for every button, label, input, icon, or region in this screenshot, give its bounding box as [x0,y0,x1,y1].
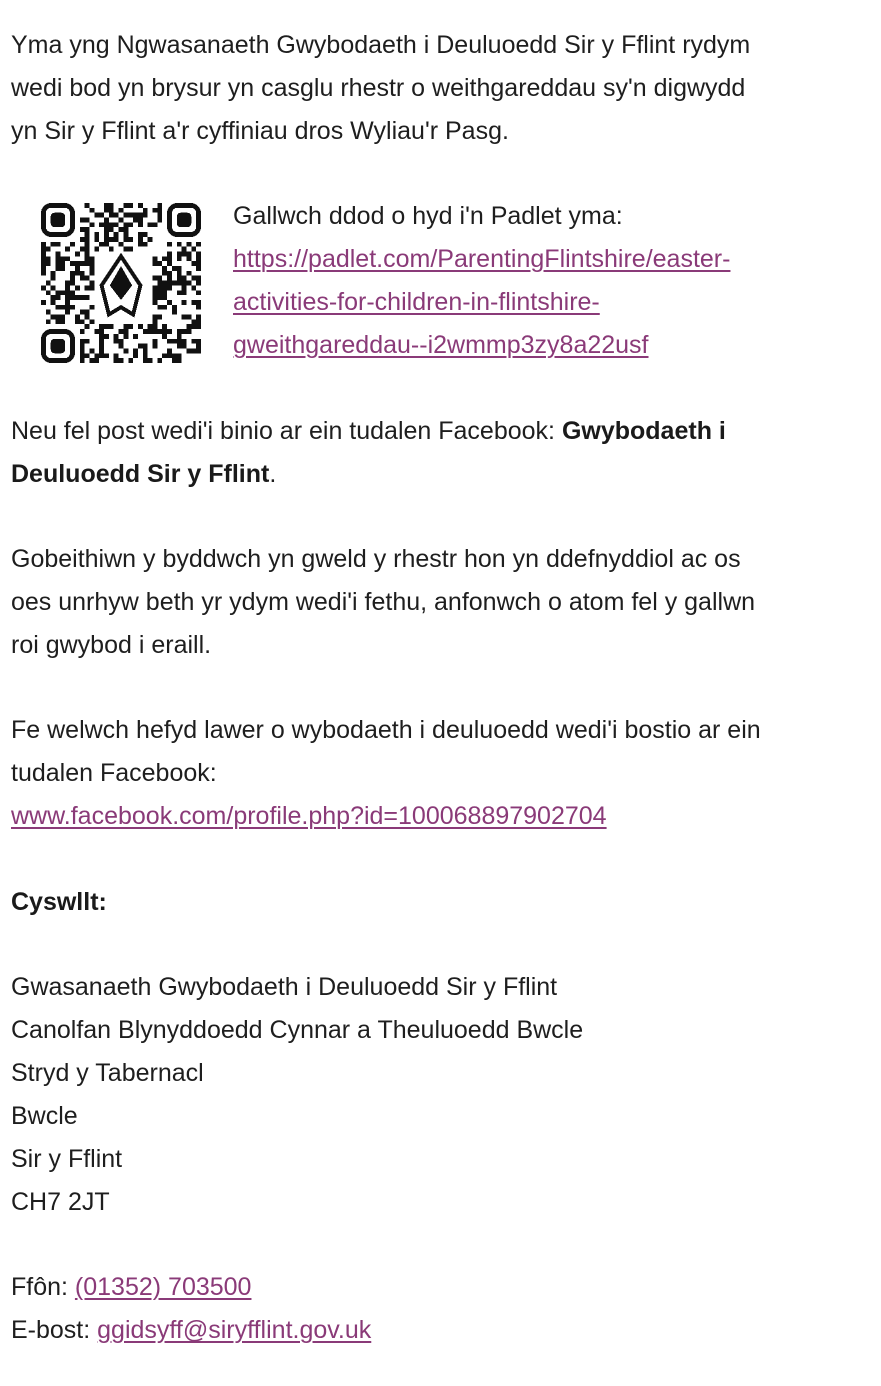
facebook-link[interactable]: www.facebook.com/profile.php?id=100068897902704 [11,802,607,830]
padlet-link[interactable]: https://padlet.com/ParentingFlintshire/easter- activities-for-children-in-flintshire- gweithgareddau--i2wmmp3zy8a22usf [233,245,731,359]
facebook-info-paragraph: Fe welwch hefyd lawer o wybodaeth i deuluoedd wedi'i bostio ar ein tudalen Facebook: www.facebook.com/profile.php?id=100068897902704 [11,709,877,838]
email-link[interactable]: ggidsyff@siryfflint.gov.uk [97,1316,372,1344]
phone-line: Ffôn: (01352) 703500 [11,1273,252,1301]
facebook-page-name: Gwybodaeth i [561,417,726,445]
padlet-label: Gallwch ddod o hyd i'n Padlet yma: [233,202,623,230]
contact-heading: Cyswllt: [11,888,107,916]
address-line: Bwcle [11,1102,78,1130]
address-line: Gwasanaeth Gwybodaeth i Deuluoedd Sir y Fflint [11,973,558,1001]
padlet-paragraph [233,195,873,367]
address-line: Canolfan Blynyddoedd Cynnar a Theuluoedd Bwcle [11,1016,584,1044]
hope-paragraph: Gobeithiwn y byddwch yn gweld y rhestr hon yn ddefnyddiol ac os oes unrhyw beth yr ydym wedi'i fethu, anfonwch o atom fel y gallwn roi gwybod i eraill. [11,545,756,659]
facebook-post-paragraph: Neu fel post wedi'i binio ar ein tudalen Facebook: Gwybodaeth i Deuluoedd Sir y Fflint. [11,417,726,488]
phone-link[interactable]: (01352) 703500 [74,1273,252,1301]
address-line: CH7 2JT [11,1188,110,1216]
contact-address [11,966,877,1224]
address-line: Stryd y Tabernacl [11,1059,204,1087]
qr-code-icon[interactable] [40,203,202,363]
intro-paragraph: Yma yng Ngwasanaeth Gwybodaeth i Deuluoedd Sir y Fflint rydym wedi bod yn brysur yn casglu rhestr o weithgareddau sy'n digwydd yn Sir y Fflint a'r cyffiniau dros Wyliau'r Pasg. [11,31,751,145]
email-line: E-bost: ggidsyff@siryfflint.gov.uk [11,1316,372,1344]
address-line: Sir y Fflint [11,1145,123,1173]
contact-details [11,1266,877,1352]
